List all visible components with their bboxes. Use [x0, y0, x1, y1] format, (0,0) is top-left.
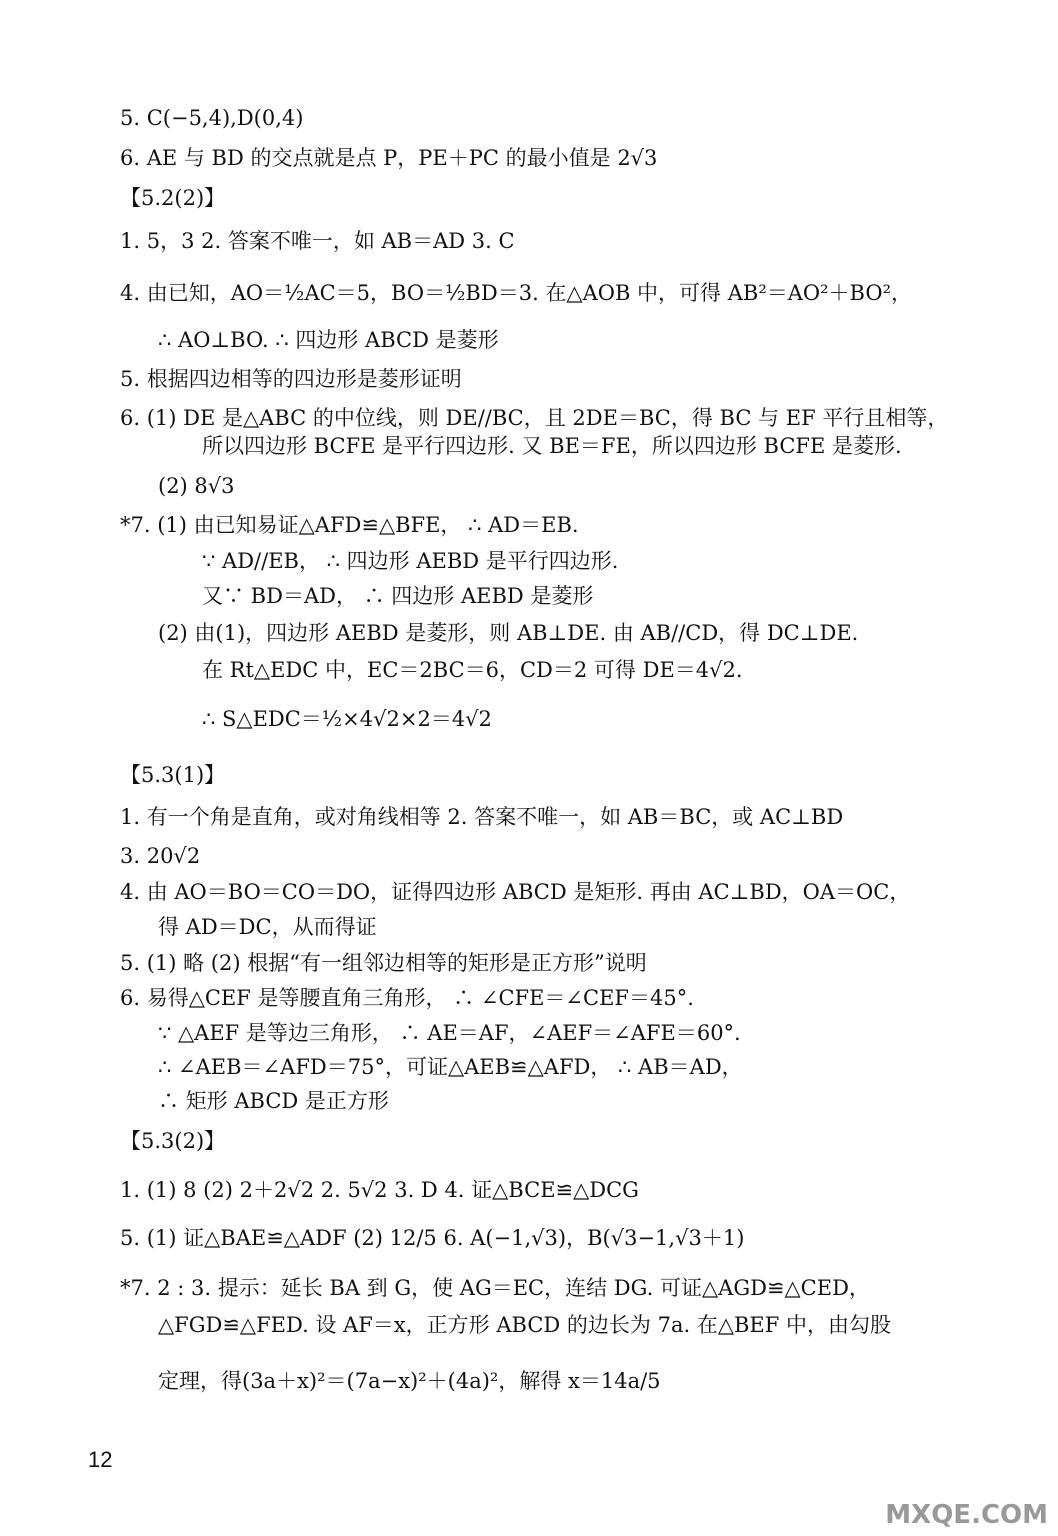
- answer-line: 1. 5，3 2. 答案不唯一，如 AB＝AD 3. C: [120, 229, 515, 253]
- answer-line: ∵ AD//EB， ∴ 四边形 AEBD 是平行四边形.: [202, 549, 619, 573]
- watermark-logo: MXQE.COM: [885, 1500, 1048, 1530]
- answer-line: 1. 有一个角是直角，或对角线相等 2. 答案不唯一，如 AB＝BC，或 AC⊥BD: [120, 805, 844, 829]
- answer-line: 6. AE 与 BD 的交点就是点 P，PE＋PC 的最小值是 2√3: [120, 146, 658, 170]
- answer-line: △FGD≌△FED. 设 AF＝x，正方形 ABCD 的边长为 7a. 在△BEF 中，由勾股: [158, 1313, 891, 1337]
- answer-line: 得 AD＝DC，从而得证: [158, 915, 377, 939]
- answer-line: 所以四边形 BCFE 是平行四边形. 又 BE＝FE，所以四边形 BCFE 是菱形.: [202, 434, 902, 458]
- answer-line: 定理，得(3a＋x)²＝(7a−x)²＋(4a)²，解得 x＝14a/5: [158, 1369, 661, 1393]
- answer-line: 4. 由已知，AO＝½AC＝5，BO＝½BD＝3. 在△AOB 中，可得 AB²＝AO²＋BO²，: [120, 281, 912, 305]
- answer-line: 在 Rt△EDC 中，EC＝2BC＝6，CD＝2 可得 DE＝4√2.: [202, 658, 743, 682]
- answer-line: 6. 易得△CEF 是等腰直角三角形， ∴ ∠CFE＝∠CEF＝45°.: [120, 986, 694, 1010]
- page-number: 12: [88, 1447, 113, 1472]
- answer-line: *7. 2 : 3. 提示：延长 BA 到 G，使 AG＝EC，连结 DG. 可证△AGD≌△CED，: [120, 1276, 870, 1300]
- answer-line: (2) 8√3: [158, 474, 235, 498]
- answer-line: 【5.2(2)】: [120, 186, 226, 210]
- answer-line: *7. (1) 由已知易证△AFD≌△BFE， ∴ AD＝EB.: [120, 513, 579, 537]
- answer-line: 5. C(−5,4),D(0,4): [120, 106, 304, 130]
- answer-line: ∴ AO⊥BO. ∴ 四边形 ABCD 是菱形: [158, 328, 499, 352]
- answer-line: 【5.3(2)】: [120, 1129, 226, 1153]
- answer-line: 5. (1) 证△BAE≌△ADF (2) 12/5 6. A(−1,√3)，B(√3−1,√3＋1): [120, 1226, 745, 1250]
- answer-line: 又∵ BD＝AD， ∴ 四边形 AEBD 是菱形: [202, 584, 594, 608]
- answer-line: ∴ 矩形 ABCD 是正方形: [158, 1089, 389, 1113]
- answer-line: ∴ S△EDC＝½×4√2×2＝4√2: [202, 707, 492, 731]
- answer-line: 5. 根据四边相等的四边形是菱形证明: [120, 367, 462, 391]
- answer-line: ∴ ∠AEB＝∠AFD＝75°，可证△AEB≌△AFD， ∴ AB＝AD，: [158, 1055, 743, 1079]
- answer-line: ∵ △AEF 是等边三角形， ∴ AE＝AF，∠AEF＝∠AFE＝60°.: [158, 1021, 741, 1045]
- answer-line: 1. (1) 8 (2) 2＋2√2 2. 5√2 3. D 4. 证△BCE≌△DCG: [120, 1178, 639, 1202]
- answer-line: (2) 由(1)，四边形 AEBD 是菱形，则 AB⊥DE. 由 AB//CD，得 DC⊥DE.: [158, 621, 859, 645]
- answer-line: 3. 20√2: [120, 844, 201, 868]
- answer-line: 4. 由 AO＝BO＝CO＝DO，证得四边形 ABCD 是矩形. 再由 AC⊥BD，OA＝OC，: [120, 880, 911, 904]
- answer-line: 6. (1) DE 是△ABC 的中位线，则 DE//BC，且 2DE＝BC，得 BC 与 EF 平行且相等，: [120, 406, 949, 430]
- answer-line: 5. (1) 略 (2) 根据“有一组邻边相等的矩形是正方形”说明: [120, 951, 647, 975]
- answer-line: 【5.3(1)】: [120, 763, 226, 787]
